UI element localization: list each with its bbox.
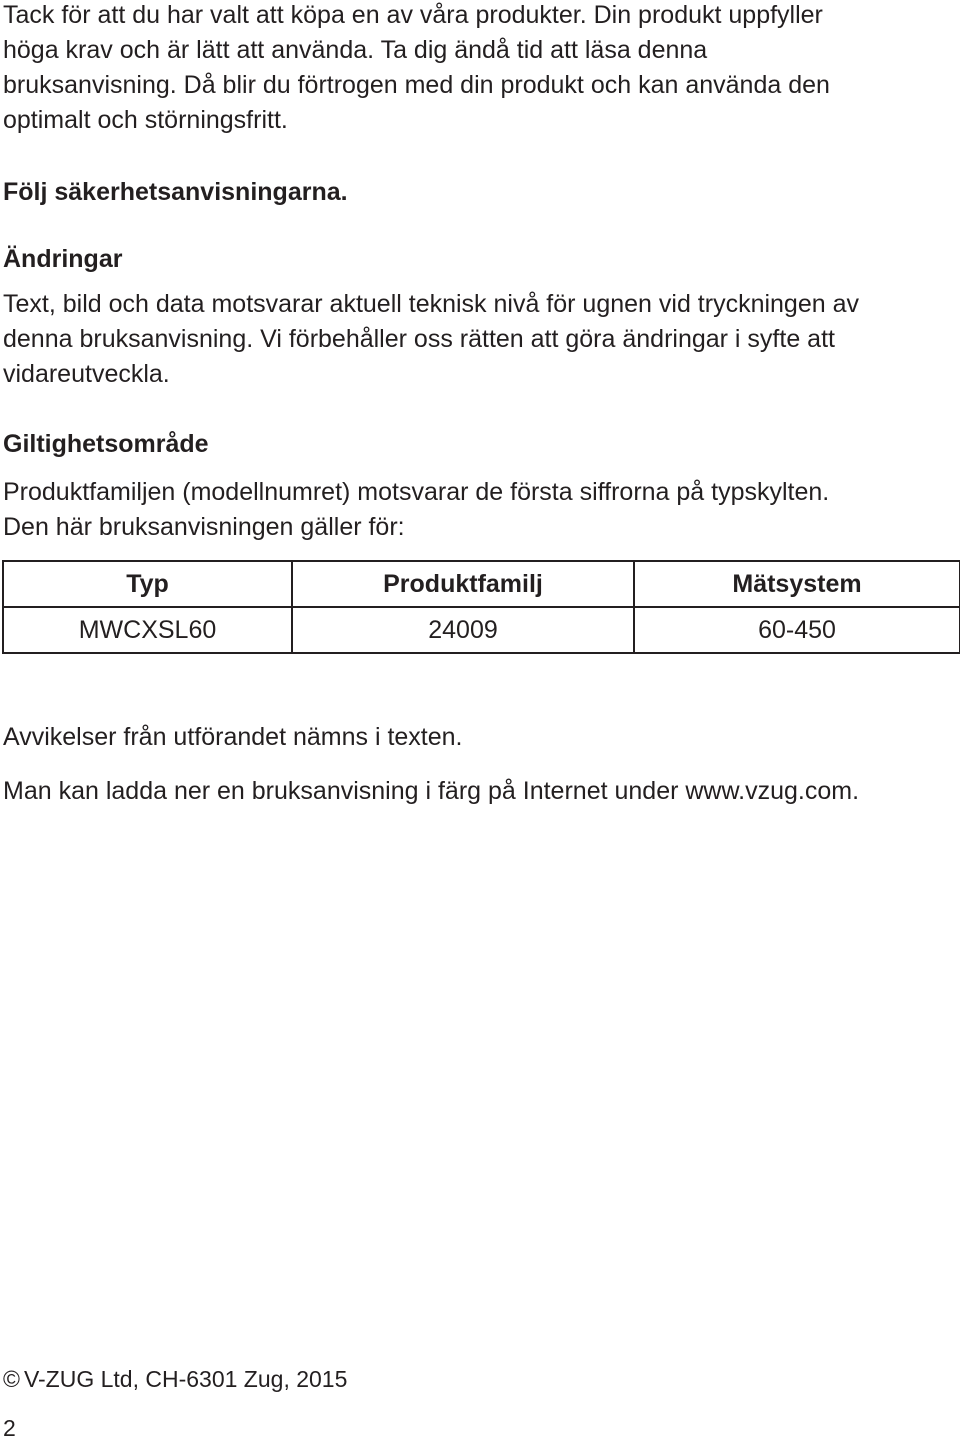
page-number: 2 xyxy=(3,1415,16,1441)
header-typ: Typ xyxy=(3,561,292,607)
scope-line-2: Den här bruksanvisningen gäller för: xyxy=(3,513,405,541)
intro-line-2: höga krav och är lätt att använda. Ta dig ändå tid att läsa denna xyxy=(3,36,708,64)
copyright-icon: © xyxy=(3,1366,20,1392)
cell-typ: MWCXSL60 xyxy=(3,607,292,653)
changes-heading: Ändringar xyxy=(3,245,123,273)
table-row xyxy=(3,607,960,653)
intro-line-3: bruksanvisning. Då blir du förtrogen med din produkt och kan använda den xyxy=(3,71,830,99)
cell-produktfamilj: 24009 xyxy=(292,607,634,653)
cell-matsystem: 60-450 xyxy=(634,607,960,653)
copyright-line xyxy=(3,1363,347,1395)
scope-line-1: Produktfamiljen (modellnumret) motsvarar de första siffrorna på typskylten. xyxy=(3,478,830,506)
table-header-row xyxy=(3,561,960,607)
header-produktfamilj: Produktfamilj xyxy=(292,561,634,607)
changes-line-3: vidareutveckla. xyxy=(3,360,170,388)
header-matsystem: Mätsystem xyxy=(634,561,960,607)
intro-line-4: optimalt och störningsfritt. xyxy=(3,106,288,134)
safety-note: Följ säkerhetsanvisningarna. xyxy=(3,178,348,206)
scope-heading: Giltighetsområde xyxy=(3,430,209,458)
changes-line-2: denna bruksanvisning. Vi förbehåller oss rätten att göra ändringar i syfte att xyxy=(3,325,835,353)
download-note: Man kan ladda ner en bruksanvisning i färg på Internet under www.vzug.com. xyxy=(3,777,860,805)
copyright-text: V-ZUG Ltd, CH-6301 Zug, 2015 xyxy=(23,1366,348,1392)
changes-line-1: Text, bild och data motsvarar aktuell teknisk nivå för ugnen vid tryckningen av xyxy=(3,290,859,318)
intro-line-1: Tack för att du har valt att köpa en av våra produkter. Din produkt uppfyller xyxy=(3,1,823,29)
deviations-note: Avvikelser från utförandet nämns i texten. xyxy=(3,723,463,751)
model-table xyxy=(2,560,960,654)
